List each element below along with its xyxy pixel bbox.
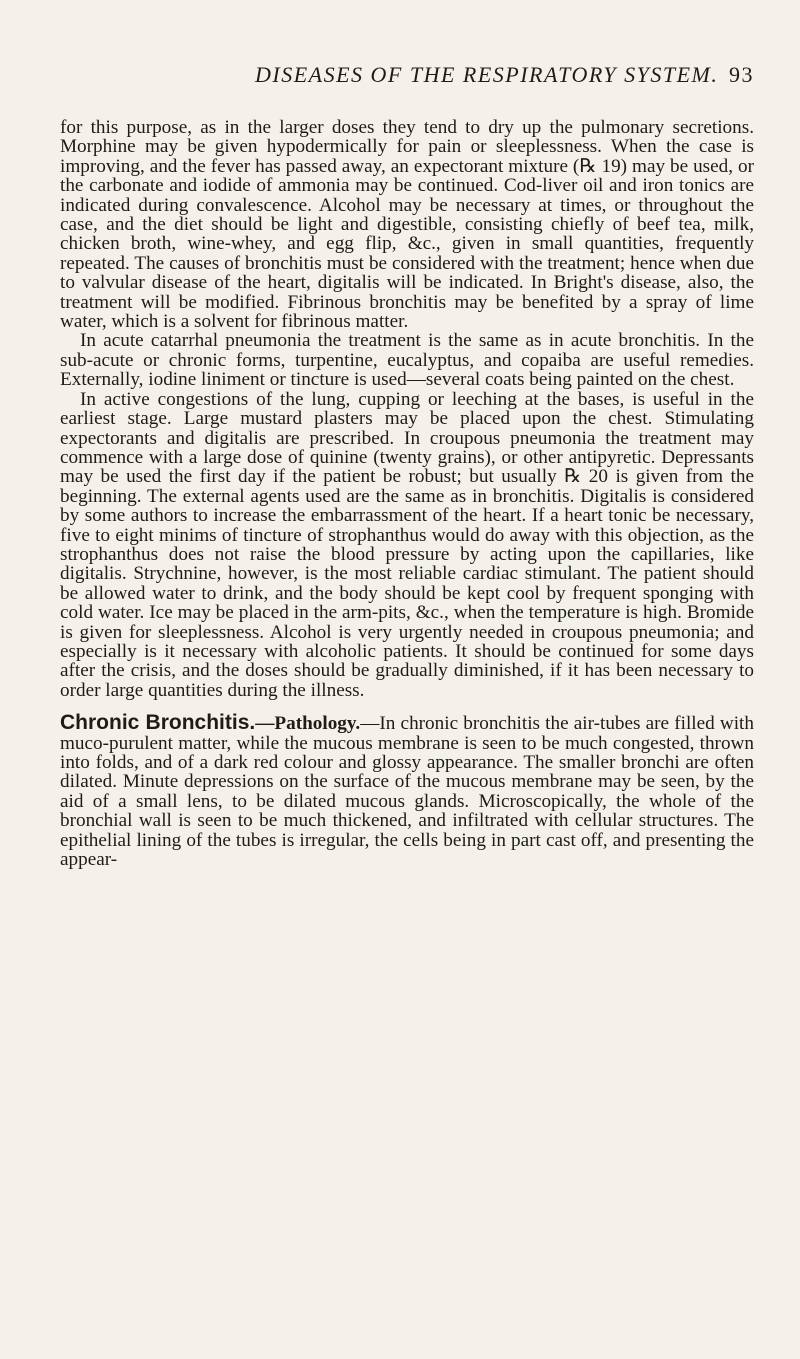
section-heading: Chronic Bronchitis.: [60, 711, 256, 735]
running-title: DISEASES OF THE RESPIRATORY SYSTEM.: [255, 62, 719, 87]
paragraph: for this purpose, as in the larger doses they tend to dry up the pulmonary secretions. Morphine may be given hypodermically for pain or sleeplessness. When the case is improving, and the fever has passed away, an expectorant mixture (℞ 19) may be used, or the carbonate and iodide of ammonia may be continued. Cod-liver oil and iron tonics are indicated during convalescence. Alcohol may be necessary at times, or throughout the case, and the diet should be light and digestible, consisting chiefly of beef tea, milk, chicken broth, wine-whey, and egg flip, &c., given in small quantities, frequently repeated. The causes of bronchitis must be considered with the treatment; hence when due to valvular disease of the heart, digitalis will be indicated. In Bright's disease, also, the treatment will be modified. Fibrinous bronchitis may be benefited by a spray of lime water, which is a solvent for fibrinous matter.: [60, 117, 754, 333]
section-text: —In chronic bronchitis the air-tubes are filled with muco-purulent matter, while the mucous membrane is seen to be much congested, thrown into folds, and of a dark red colour and glossy appearance. The smaller bronchi are often dilated. Minute depressions on the surface of the mucous membrane may be seen, by the aid of a small lens, to be dilated mucous glands. Microscopically, the whole of the bronchial wall is seen to be much thickened, and infiltrated with cellular structures. The epithelial lining of the tubes is irregular, the cells being in part cast off, and presenting the appear-: [60, 713, 754, 871]
body-text: [60, 118, 754, 869]
page-number: 93: [729, 62, 754, 87]
paragraph: In active congestions of the lung, cupping or leeching at the bases, is useful in the earliest stage. Large mustard plasters may be placed upon the chest. Stimulating expectorants and digitalis are prescribed. In croupous pneumonia the treatment may commence with a large dose of quinine (twenty grains), or other antipyretic. Depressants may be used the first day if the patient be robust; but usually ℞ 20 is given from the beginning. The external agents used are the same as in bronchitis. Digitalis is considered by some authors to increase the embarrassment of the heart. If a heart tonic be necessary, five to eight minims of tincture of strophanthus would do away with this objection, as the strophanthus does not raise the blood pressure by acting upon the capillaries, like digitalis. Strychnine, however, is the most reliable cardiac stimulant. The patient should be allowed water to drink, and the body should be kept cool by frequent sponging with cold water. Ice may be placed in the arm-pits, &c., when the temperature is high. Bromide is given for sleeplessness. Alcohol is very urgently needed in croupous pneumonia; and especially is it necessary with alcoholic patients. It should be continued for some days after the crisis, and the doses should be gradually diminished, if it has been necessary to order large quantities during the illness.: [60, 388, 754, 701]
running-header: [60, 50, 754, 87]
paragraph: In acute catarrhal pneumonia the treatment is the same as in acute bronchitis. In the sub-acute or chronic forms, turpentine, eucalyptus, and copaiba are useful remedies. Externally, iodine liniment or tincture is used—several coats being painted on the chest.: [60, 330, 754, 391]
subsection-heading: —Pathology.: [255, 713, 361, 735]
chronic-bronchitis-paragraph: [60, 713, 754, 869]
